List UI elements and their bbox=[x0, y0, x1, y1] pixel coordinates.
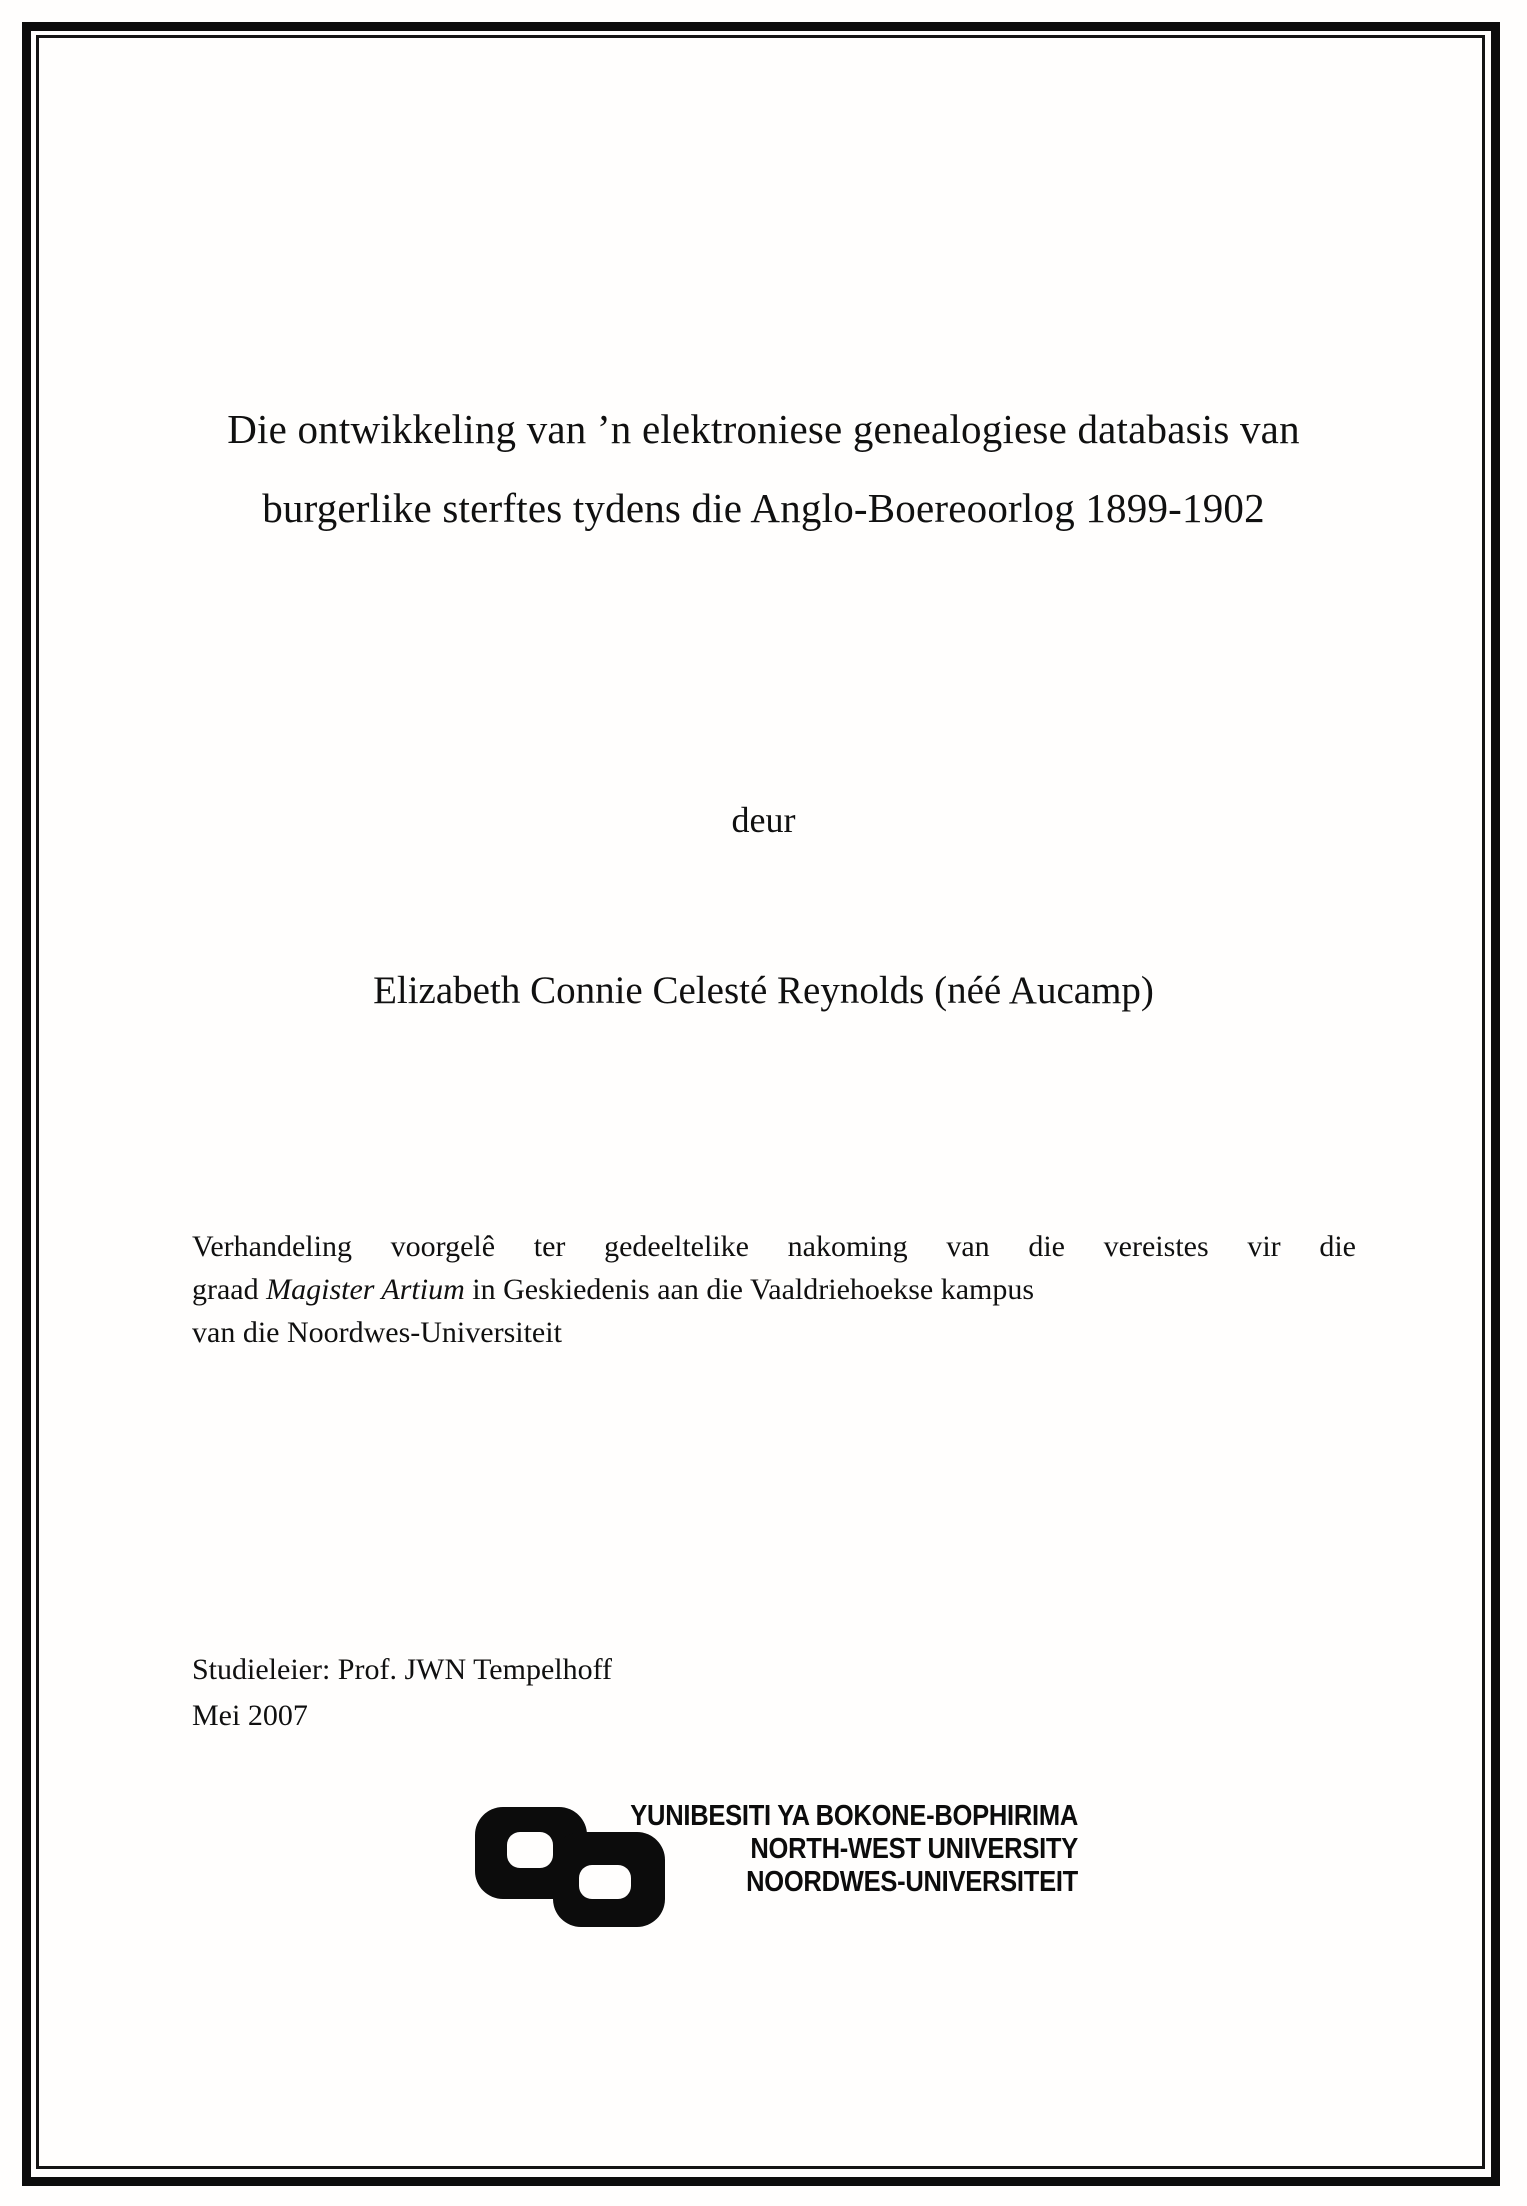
byline-label: deur bbox=[731, 800, 796, 840]
degree-name: Magister Artium bbox=[266, 1273, 465, 1306]
supervisor-block bbox=[192, 1647, 612, 1739]
logo-text-afrikaans: NOORDWES-UNIVERSITEIT bbox=[746, 1866, 1078, 1898]
degree-statement-line2 bbox=[192, 1268, 1356, 1311]
university-logo-text bbox=[622, 1800, 1078, 1899]
degree-statement-line2-pre: graad bbox=[192, 1273, 267, 1306]
author-name: Elizabeth Connie Celesté Reynolds (néé Aucamp) bbox=[373, 969, 1154, 1012]
thesis-title bbox=[110, 390, 1417, 548]
degree-statement-line2-post: in Geskiedenis aan die Vaaldriehoekse kampus bbox=[464, 1273, 1035, 1306]
thesis-title-line2: burgerlike sterftes tydens die Anglo-Boereoorlog 1899-1902 bbox=[262, 485, 1265, 531]
degree-statement-line3: van die Noordwes-Universiteit bbox=[192, 1316, 562, 1349]
supervisor-line: Studieleier: Prof. JWN Tempelhoff bbox=[192, 1653, 613, 1686]
degree-statement-line1: Verhandeling voorgelê ter gedeeltelike nakoming van die vereistes vir die bbox=[192, 1230, 1356, 1263]
logo-text-english: NORTH-WEST UNIVERSITY bbox=[750, 1833, 1078, 1865]
thesis-title-line1: Die ontwikkeling van ’n elektroniese genealogiese databasis van bbox=[227, 406, 1300, 452]
degree-statement bbox=[192, 1225, 1356, 1354]
date-line: Mei 2007 bbox=[192, 1699, 308, 1732]
logo-text-setswana: YUNIBESITI YA BOKONE-BOPHIRIMA bbox=[630, 1800, 1078, 1832]
